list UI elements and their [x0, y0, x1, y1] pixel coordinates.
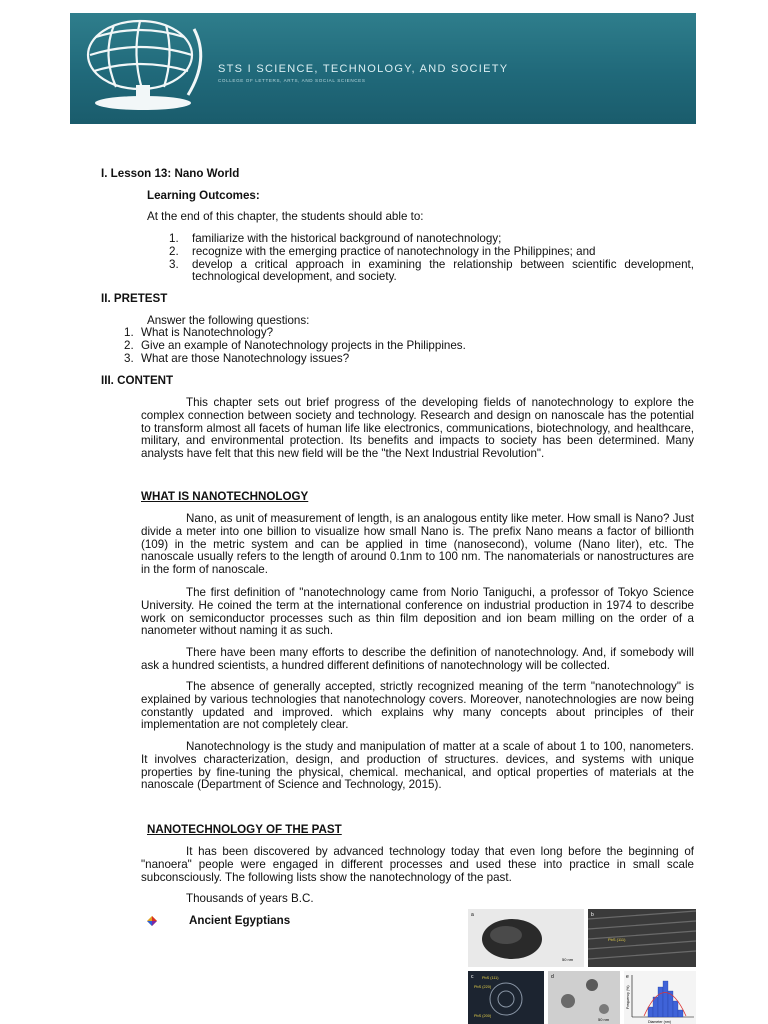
item-text: What are those Nanotechnology issues? — [141, 351, 350, 365]
list-item — [169, 259, 694, 285]
outcomes-heading: Learning Outcomes: — [147, 189, 260, 202]
paragraph: The first definition of "nanotechnology came from Norio Taniguchi, a professor of Tokyo Science University. He coined the term at the international conference on industrial production in 1974 to describe work on semiconductor processes such as thin film deposition and ion beam milling on the order of a nanometer without naming it as such. — [141, 586, 694, 638]
item-text: develop a critical approach in examining the relationship between scientific development, technological development, and society. — [192, 257, 694, 284]
item-number: 1. — [124, 326, 134, 339]
paragraph: The absence of generally accepted, strictly recognized meaning of the term "nanotechnology" is explained by various technologies that nanotechnology covers. Moreover, nanotechnologies are now being constantly updated and improved. which explains why many concepts about principles of their implementation are not completely clear. — [141, 680, 694, 732]
bar — [673, 1001, 678, 1017]
bar — [648, 1007, 653, 1017]
panel-c-label: c — [471, 974, 474, 980]
pretest-list — [124, 327, 466, 365]
y-axis-label: Frequency (%) — [626, 985, 630, 1009]
content-heading: III. CONTENT — [101, 374, 174, 387]
micrograph-figure — [468, 909, 696, 1024]
nanoparticle — [561, 994, 575, 1008]
what-heading: WHAT IS NANOTECHNOLOGY — [141, 490, 309, 503]
pretest-heading: II. PRETEST — [101, 292, 168, 305]
egyptians-label: Ancient Egyptians — [189, 914, 291, 927]
nanoparticle — [586, 979, 598, 991]
panel-a-label: a — [471, 912, 474, 918]
item-text: recognize with the emerging practice of nanotechnology in the Philippines; and — [192, 244, 596, 258]
x-axis-label: Diameter (nm) — [648, 1020, 671, 1024]
annotation-label: PbS (200) — [474, 1014, 492, 1018]
pretest-intro: Answer the following questions: — [147, 314, 310, 327]
list-item — [124, 353, 466, 366]
bullet-icon — [146, 915, 158, 927]
scale-label: 50 nm — [598, 1017, 610, 1022]
panel-d-label: d — [551, 974, 554, 980]
header-banner — [70, 13, 696, 124]
item-number: 3. — [169, 257, 179, 271]
scale-label: 50 nm — [562, 957, 574, 962]
annotation-label: PbS (220) — [474, 985, 492, 989]
panel-e-label: e — [626, 974, 629, 980]
lesson-heading: I. Lesson 13: Nano World — [101, 167, 240, 180]
bar — [658, 987, 663, 1017]
item-text: Give an example of Nanotechnology projects in the Philippines. — [141, 338, 466, 352]
paragraph: There have been many efforts to describe the definition of nanotechnology. And, if somebody will ask a hundred scientists, a hundred different definitions of nanotechnology will be collected. — [141, 646, 694, 672]
item-number: 2. — [124, 338, 134, 352]
panel-d-image — [548, 971, 620, 1024]
outcomes-list — [169, 233, 694, 284]
content-intro: This chapter sets out brief progress of the developing fields of nanotechnology to explore the complex connection between society and technology. Research and design on nanoscale has the potential to transform almost all facets of human life like electronics, communications, biotechnology, and healthcare, military, and environmental protection. Its benefits and impacts to society has been determined. Many analysts have felt that this new field will be the "the Next Industrial Revolution". — [141, 396, 694, 461]
item-number: 2. — [169, 244, 179, 258]
globe-icon — [76, 15, 216, 115]
paragraph: It has been discovered by advanced technology today that even long before the beginning of "nanoera" people were engaged in different processes and used these into practice in small scale subconsciously. The following lists show the nanotechnology of the past. — [141, 845, 694, 884]
item-number: 3. — [124, 351, 134, 365]
paragraph: Nanotechnology is the study and manipulation of matter at a scale of about 1 to 100, nanometers. It involves characterization, design, and production of structures. devices, and systems with unique properties by fine-tuning the physical, chemical. mechanical, and optical properties of materials at the nanoscale (Department of Science and Technology, 2015). — [141, 740, 694, 792]
banner-title: STS I SCIENCE, TECHNOLOGY, AND SOCIETY — [218, 63, 509, 75]
nanoparticle — [599, 1004, 609, 1014]
item-number: 1. — [169, 232, 179, 245]
panel-b-label: b — [591, 912, 594, 918]
past-heading: NANOTECHNOLOGY OF THE PAST — [147, 823, 342, 836]
banner-subtitle: COLLEGE OF LETTERS, ARTS, AND SOCIAL SCIENCES — [218, 78, 366, 83]
years-label: Thousands of years B.C. — [186, 892, 314, 905]
outcomes-intro: At the end of this chapter, the students should able to: — [147, 210, 424, 223]
annotation-label: PbS (111) — [608, 937, 626, 942]
particle-highlight — [490, 926, 522, 944]
annotation-label: PbS (111) — [482, 976, 499, 980]
paragraph: Nano, as unit of measurement of length, is an analogous entity like meter. How small is Nano? Just divide a meter into one billion to visualize how small Nano is. The prefix Nano means a factor of billionth (109) in the metric system and can be applied in time (nanosecond), volume (Nano liter), etc. The nanoscale usually refers to the length of around 0.1nm to 100 nm. The nanomaterials or nanostructures are in the form of nanoscale. — [141, 512, 694, 577]
item-text: familiarize with the historical background of nanotechnology; — [192, 232, 502, 245]
bar — [663, 981, 668, 1017]
bar — [653, 997, 658, 1017]
item-text: What is Nanotechnology? — [141, 326, 274, 339]
bar — [678, 1010, 683, 1017]
